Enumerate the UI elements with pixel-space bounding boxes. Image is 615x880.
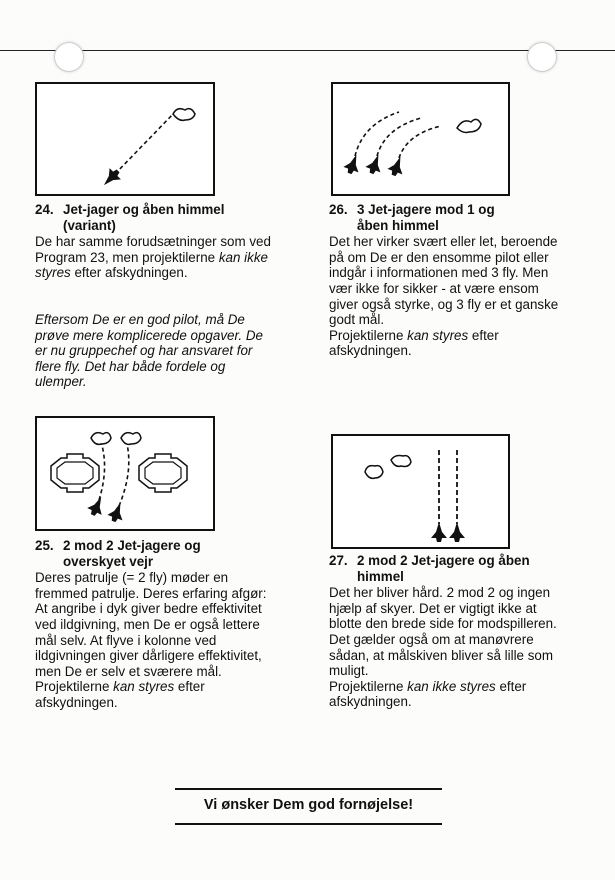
body-line: afskydningen. bbox=[35, 694, 118, 710]
missile-trail bbox=[399, 126, 441, 158]
section-body bbox=[329, 234, 599, 359]
body-line: hjælp af skyer. Det er vigtigt ikke at bbox=[329, 600, 537, 616]
section-body bbox=[35, 234, 297, 390]
section-body bbox=[329, 585, 599, 710]
section-title-line: 2 mod 2 Jet-jagere og åben bbox=[357, 553, 530, 568]
body-line: på om De er den ensomme pilot eller bbox=[329, 249, 549, 265]
body-line: ved ildgivning, men De er også lettere bbox=[35, 616, 260, 632]
top-rule bbox=[0, 50, 615, 51]
footer-rule-top bbox=[175, 788, 442, 790]
footer-text: Vi ønsker Dem god fornøjelse! bbox=[203, 797, 414, 813]
jet-fighter bbox=[86, 494, 109, 519]
section-title-line: 3 Jet-jagere mod 1 og bbox=[357, 202, 495, 217]
body-line: Det her virker svært eller let, beroende bbox=[329, 234, 558, 250]
body-line: indgår i informationen med 3 fly. Men bbox=[329, 265, 549, 281]
body-line: blotte den brede side for modspilleren. bbox=[329, 616, 557, 632]
body-line: muligt. bbox=[329, 663, 369, 679]
section-title-line: himmel bbox=[357, 568, 404, 584]
missile-trail bbox=[355, 112, 399, 156]
body-line: afskydningen. bbox=[329, 694, 412, 710]
section-title-line: overskyet vejr bbox=[63, 553, 154, 569]
body-line: giver også styrke, og 3 fly er et ganske bbox=[329, 296, 559, 312]
jet-fighter bbox=[364, 152, 386, 176]
jet-fighter bbox=[431, 522, 447, 542]
jet-fighter bbox=[98, 165, 123, 190]
binder-hole-right bbox=[527, 42, 557, 72]
section-title-line: åben himmel bbox=[357, 217, 439, 233]
target-plane bbox=[391, 456, 411, 467]
body-line: At angribe i dyk giver bedre effektivitet bbox=[35, 601, 262, 617]
target-plane bbox=[365, 466, 383, 479]
body-line: Projektilerne kan styres efter bbox=[329, 327, 499, 343]
jet-fighter bbox=[386, 154, 408, 178]
body-line: styres efter afskydningen. bbox=[35, 265, 188, 281]
diagram-25 bbox=[35, 416, 215, 531]
section-25 bbox=[35, 538, 305, 711]
diagram-24-drawing bbox=[37, 84, 213, 194]
target-plane bbox=[457, 119, 481, 132]
diagram-27 bbox=[331, 434, 510, 549]
body-line: De har samme forudsætninger som ved bbox=[35, 234, 271, 250]
diagram-26-drawing bbox=[333, 84, 508, 194]
jet-fighter bbox=[106, 500, 128, 524]
body-line: flere fly. Det har både fordele og bbox=[35, 358, 226, 374]
section-heading bbox=[329, 553, 599, 584]
body-line: Det her bliver hård. 2 mod 2 og ingen bbox=[329, 585, 551, 601]
body-line: Program 23, men projektilerne kan ikke bbox=[35, 249, 268, 265]
diagram-24 bbox=[35, 82, 215, 196]
section-27 bbox=[329, 553, 599, 710]
diagram-27-drawing bbox=[333, 436, 508, 547]
body-line: Det gælder også om at manøvrere bbox=[329, 631, 534, 647]
footer-rule-bottom bbox=[175, 823, 442, 825]
section-title-line: Jet-jager og åben himmel bbox=[63, 202, 225, 217]
body-line: ulemper. bbox=[35, 374, 87, 390]
body-line: mål selv. At flyve i kolonne ved bbox=[35, 632, 217, 648]
section-number: 27. bbox=[329, 553, 348, 568]
missile-trail bbox=[377, 118, 421, 156]
jet-fighter bbox=[449, 522, 465, 542]
cloud bbox=[51, 454, 99, 492]
section-number: 24. bbox=[35, 202, 54, 217]
body-line: er nu gruppechef og har ansvaret for bbox=[35, 343, 253, 359]
body-line: sådan, at målskiven bliver så lille som bbox=[329, 647, 554, 663]
missile-trail bbox=[119, 444, 129, 506]
body-line: prøve mere komplicerede opgaver. De bbox=[35, 327, 263, 343]
target-plane bbox=[91, 433, 111, 445]
diagram-26 bbox=[331, 82, 510, 196]
missile-trail bbox=[115, 112, 175, 174]
section-24 bbox=[35, 202, 297, 390]
section-body bbox=[35, 570, 305, 710]
body-line: vær ikke for sikker - at være ensom bbox=[329, 280, 539, 296]
section-heading bbox=[35, 538, 305, 569]
cloud bbox=[139, 454, 187, 492]
body-line: Deres patrulje (= 2 fly) møder en bbox=[35, 570, 229, 586]
body-line: fremmed patrulje. Deres erfaring afgør: bbox=[35, 585, 267, 601]
binder-hole-left bbox=[54, 42, 84, 72]
target-plane bbox=[121, 433, 141, 445]
body-line: Eftersom De er en god pilot, må De bbox=[35, 311, 245, 327]
body-line: ildgivningen giver dårligere effektivitet, bbox=[35, 648, 262, 664]
body-line: godt mål. bbox=[329, 312, 385, 328]
section-number: 25. bbox=[35, 538, 54, 553]
diagram-25-drawing bbox=[37, 418, 213, 529]
body-line: men De er selv et sværere mål. bbox=[35, 663, 222, 679]
body-line: Projektilerne kan styres efter bbox=[35, 679, 205, 695]
section-title-line: 2 mod 2 Jet-jagere og bbox=[63, 538, 201, 553]
section-heading bbox=[35, 202, 297, 233]
body-line: afskydningen. bbox=[329, 343, 412, 359]
section-number: 26. bbox=[329, 202, 348, 217]
section-26 bbox=[329, 202, 599, 359]
target-plane bbox=[173, 109, 195, 121]
jet-fighter bbox=[342, 152, 364, 176]
section-title-line: (variant) bbox=[63, 217, 116, 233]
missile-trail bbox=[99, 442, 105, 500]
section-heading bbox=[329, 202, 599, 233]
body-line: Projektilerne kan ikke styres efter bbox=[329, 678, 527, 694]
